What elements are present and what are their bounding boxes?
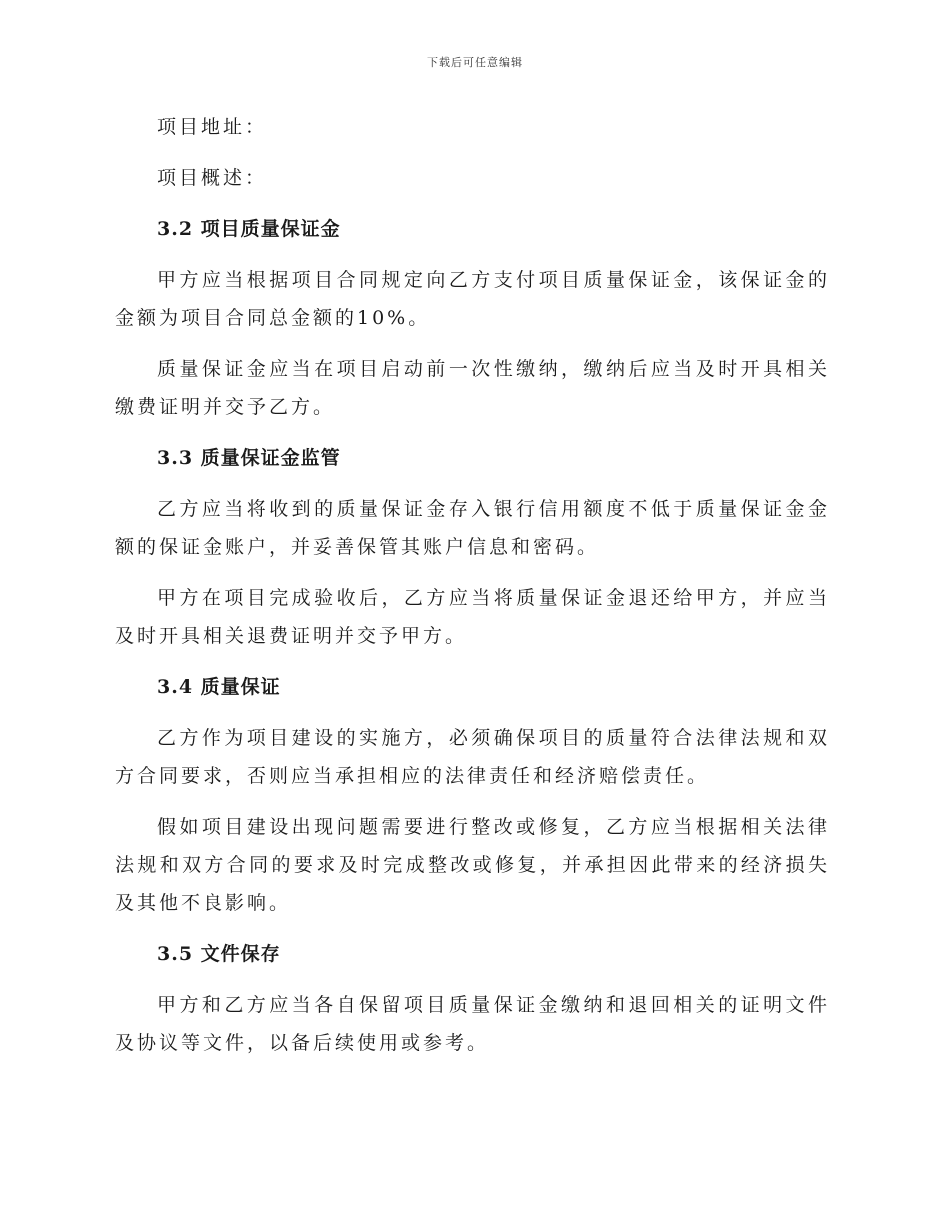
section-3-2-paragraph-1: 甲方应当根据项目合同规定向乙方支付项目质量保证金，该保证金的金额为项目合同总金额的10%。 — [115, 269, 830, 329]
section-3-3-paragraph-2: 甲方在项目完成验收后，乙方应当将质量保证金退还给甲方，并应当及时开具相关退费证明并交予甲方。 — [115, 587, 830, 647]
section-3-2-heading: 3.2 项目质量保证金 — [157, 218, 341, 240]
section-3-5-heading: 3.5 文件保存 — [157, 943, 281, 965]
section-3-3-heading: 3.3 质量保证金监管 — [157, 447, 341, 469]
section-3-3-paragraph-1: 乙方应当将收到的质量保证金存入银行信用额度不低于质量保证金金额的保证金账户，并妥善保管其账户信息和密码。 — [115, 498, 830, 558]
project-address-label: 项目地址： — [157, 116, 268, 138]
section-3-5-paragraph-1: 甲方和乙方应当各自保留项目质量保证金缴纳和退回相关的证明文件及协议等文件，以备后续使用或参考。 — [115, 994, 830, 1054]
section-3-4-paragraph-1: 乙方作为项目建设的实施方，必须确保项目的质量符合法律法规和双方合同要求，否则应当承担相应的法律责任和经济赔偿责任。 — [115, 727, 830, 787]
page-header: 下载后可任意编辑 — [427, 56, 523, 69]
section-3-4-heading: 3.4 质量保证 — [157, 676, 281, 698]
section-3-4-paragraph-2: 假如项目建设出现问题需要进行整改或修复，乙方应当根据相关法律法规和双方合同的要求及时完成整改或修复，并承担因此带来的经济损失及其他不良影响。 — [115, 816, 830, 914]
section-3-2-paragraph-2: 质量保证金应当在项目启动前一次性缴纳，缴纳后应当及时开具相关缴费证明并交予乙方。 — [115, 358, 830, 418]
project-overview-label: 项目概述： — [157, 167, 268, 189]
document-body — [115, 108, 830, 1075]
